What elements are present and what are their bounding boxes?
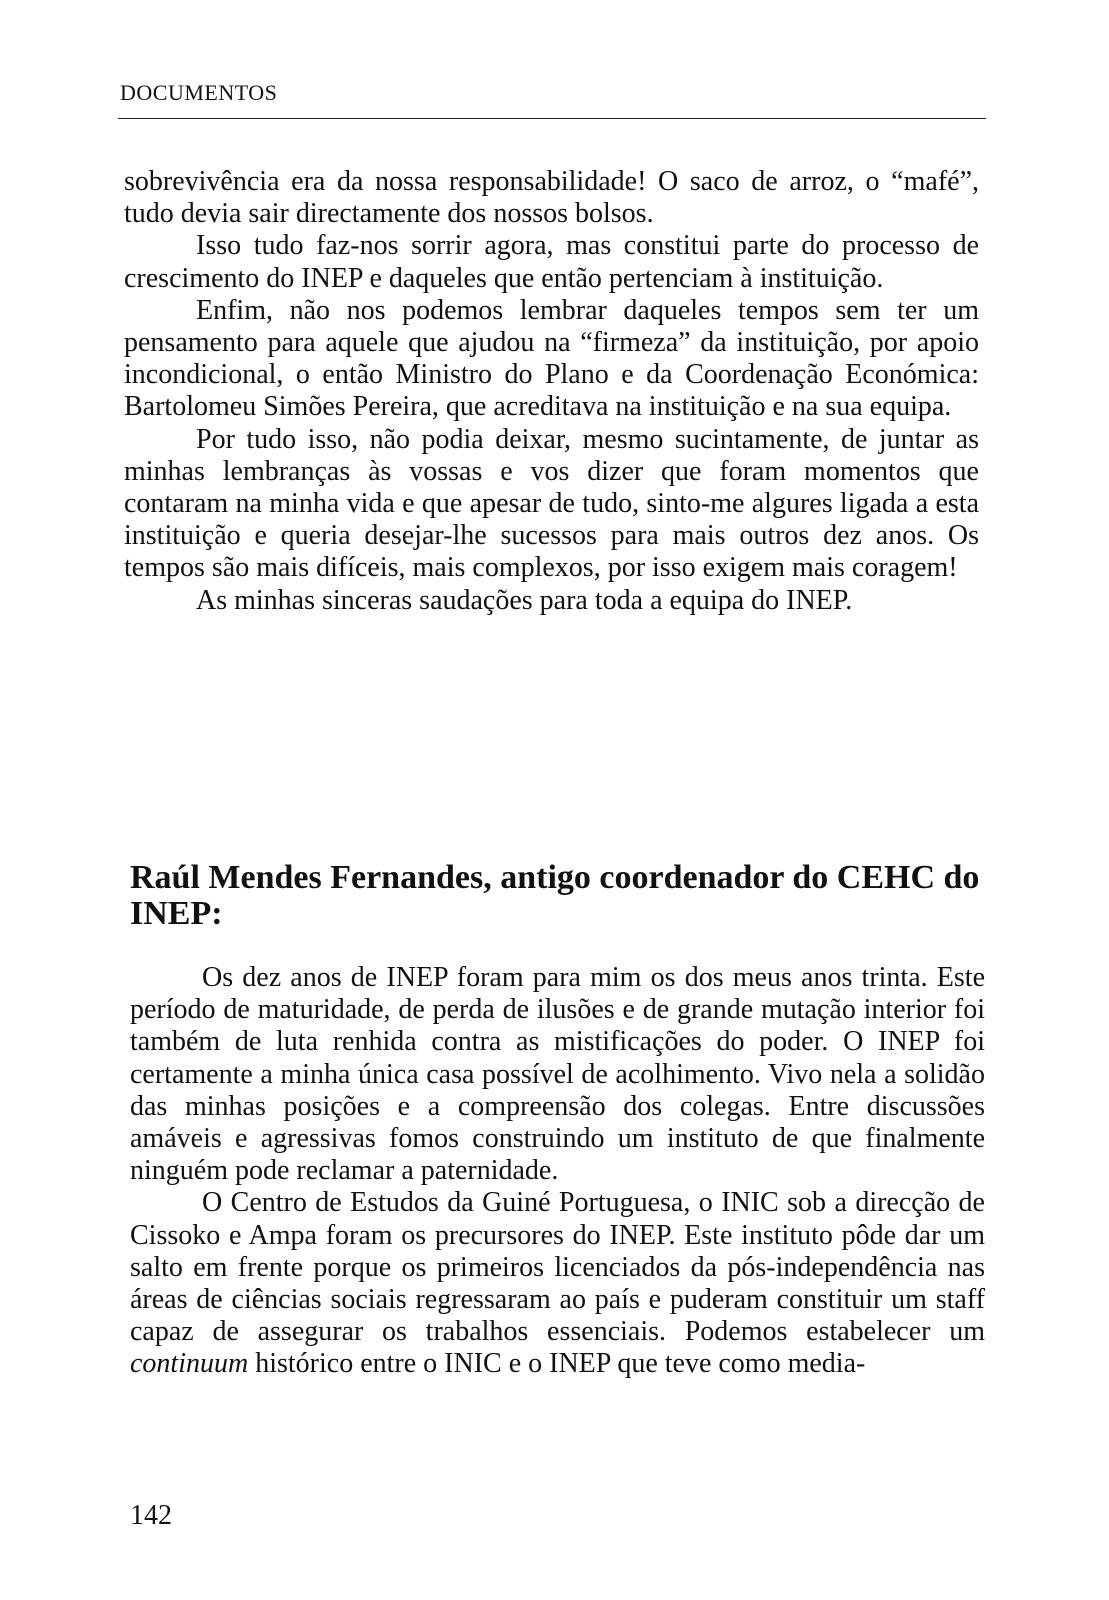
paragraph-text: O Centro de Estudos da Guiné Portuguesa, o INIC sob a direcção de Cissoko e Ampa foram os precursores do INEP. Este instituto pôde dar um salto em frente porque os primeiros licenciados da pós-independência nas áreas de ciências sociais regressaram ao país e puderam constituir um staff capaz de assegurar os trabalhos essenciais. Podemos estabelecer um (130, 1187, 985, 1348)
paragraph (130, 1187, 985, 1380)
italic-term: continuum (130, 1348, 249, 1380)
header-rule (118, 118, 986, 119)
paragraph: Isso tudo faz-nos sorrir agora, mas constitui parte do processo de crescimento do INEP e daqueles que então pertenciam à instituição. (124, 230, 979, 294)
paragraph: Enfim, não nos podemos lembrar daqueles tempos sem ter um pensamento para aquele que ajudou na “firmeza” da instituição, por apoio incondicional, o então Ministro do Plano e da Coordenação Económica: Bartolomeu Simões Pereira, que acreditava na instituição e na sua equipa. (124, 294, 979, 423)
body-text-section-1 (124, 166, 979, 617)
running-head: DOCUMENTOS (120, 80, 278, 105)
paragraph: sobrevivência era da nossa responsabilidade! O saco de arroz, o “mafé”, tudo devia sair directamente dos nossos bolsos. (124, 166, 979, 230)
paragraph: As minhas sinceras saudações para toda a equipa do INEP. (196, 584, 853, 616)
body-text-section-2 (130, 962, 985, 1381)
paragraph-text: histórico entre o INIC e o INEP que teve como media- (248, 1348, 866, 1380)
page-number: 142 (130, 1500, 172, 1531)
paragraph: Por tudo isso, não podia deixar, mesmo sucintamente, de juntar as minhas lembranças às vossas e vos dizer que foram momentos que contaram na minha vida e que apesar de tudo, sinto-me algures ligada a esta instituição e queria desejar-lhe sucessos para mais outros dez anos. Os tempos são mais difíceis, mais complexos, por isso exigem mais coragem! (124, 423, 979, 584)
section-heading: Raúl Mendes Fernandes, antigo coordenador do CEHC do INEP: (130, 859, 980, 932)
paragraph: Os dez anos de INEP foram para mim os dos meus anos trinta. Este período de maturidade, de perda de ilusões e de grande mutação interior foi também de luta renhida contra as mistificações do poder. O INEP foi certamente a minha única casa possível de acolhimento. Vivo nela a solidão das minhas posições e a compreensão dos colegas. Entre discussões amáveis e agressivas fomos construindo um instituto de que finalmente ninguém pode reclamar a paternidade. (130, 962, 985, 1187)
